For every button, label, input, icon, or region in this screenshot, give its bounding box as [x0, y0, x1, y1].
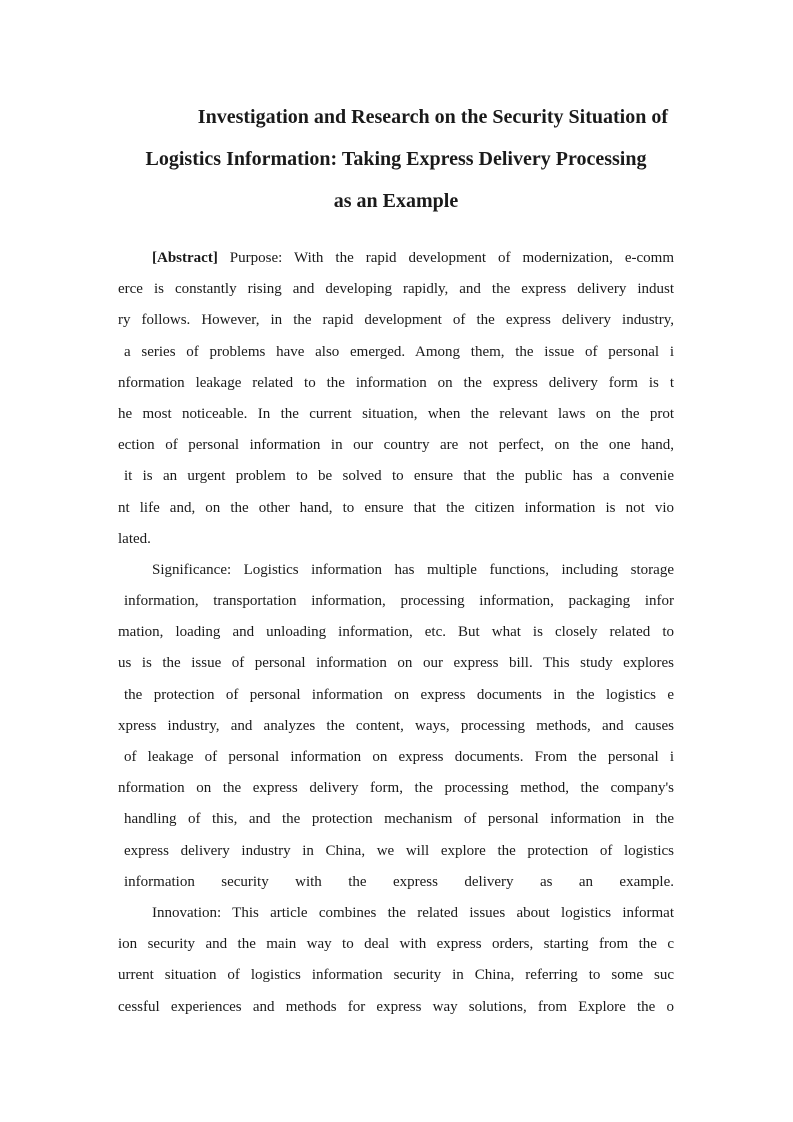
text-line: nformation on the express delivery form, the processing method, the company's [118, 780, 674, 797]
text-line: of leakage of personal information on express documents. From the personal i [124, 749, 674, 765]
text-line-content: Purpose: With the rapid development of modernization, e-comm [217, 250, 674, 266]
text-line: cessful experiences and methods for express way solutions, from Explore the o [118, 998, 674, 1015]
text-line: ion security and the main way to deal with express orders, starting from the c [118, 936, 674, 953]
text-line: handling of this, and the protection mechanism of personal information in the [124, 811, 674, 828]
title-line-2: Logistics Information: Taking Express Delivery Processing [145, 148, 647, 170]
text-line: urrent situation of logistics information security in China, referring to some suc [118, 967, 674, 984]
abstract-label: [Abstract] [152, 250, 218, 266]
text-line: Innovation: This article combines the related issues about logistics informat [152, 904, 674, 921]
text-line: information security with the express delivery as an example. [124, 873, 674, 890]
text-line: mation, loading and unloading information, etc. But what is closely related to [118, 624, 674, 641]
text-line: he most noticeable. In the current situation, when the relevant laws on the prot [118, 405, 674, 422]
title-line-1: Investigation and Research on the Security Situation of [197, 106, 668, 128]
text-line: xpress industry, and analyzes the content, ways, processing methods, and causes [118, 717, 674, 734]
text-line: nformation leakage related to the information on the express delivery form is t [118, 374, 674, 391]
text-line [118, 243, 674, 274]
document-title [118, 96, 674, 222]
text-line: nt life and, on the other hand, to ensure that the citizen information is not vio [118, 499, 674, 516]
text-line: the protection of personal information on express documents in the logistics e [124, 686, 674, 703]
text-line: ection of personal information in our country are not perfect, on the one hand, [118, 437, 674, 454]
text-line: ry follows. However, in the rapid development of the express delivery industry, [118, 312, 674, 329]
text-line: us is the issue of personal information on our express bill. This study explores [118, 655, 674, 672]
abstract-body [118, 243, 674, 1023]
text-line: a series of problems have also emerged. Among them, the issue of personal i [124, 343, 674, 360]
text-line: Significance: Logistics information has multiple functions, including storage [152, 561, 674, 578]
text-line: express delivery industry in China, we will explore the protection of logistics [124, 842, 674, 859]
title-line-3: as an Example [333, 190, 459, 212]
text-line: erce is constantly rising and developing rapidly, and the express delivery indust [118, 281, 674, 298]
text-line: information, transportation information, processing information, packaging infor [124, 593, 674, 610]
text-line: it is an urgent problem to be solved to ensure that the public has a convenie [124, 468, 674, 485]
text-line: lated. [118, 530, 151, 547]
